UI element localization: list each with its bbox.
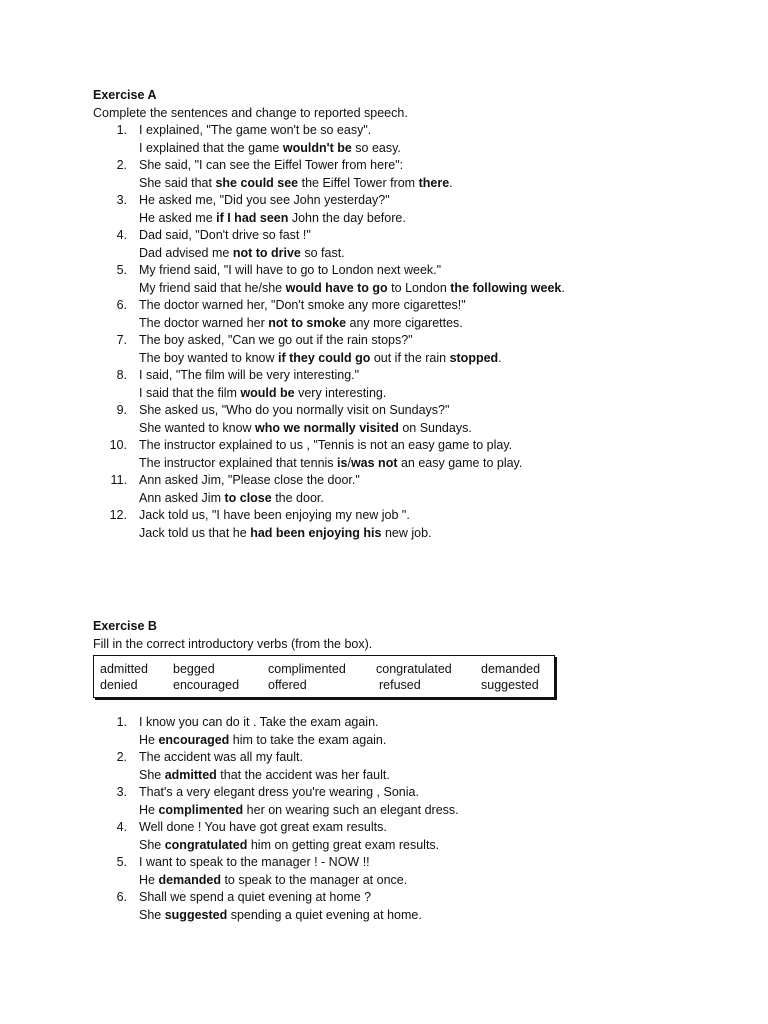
exercise-item [93,262,733,297]
item-answer [139,280,733,298]
exercise-item [93,157,733,192]
answer-text: My friend said that he/she [139,280,286,295]
answer-text: . [449,175,453,190]
item-number: 3. [116,193,127,207]
answer-text: Dad advised me [139,245,233,260]
answer-text: He [139,872,159,887]
answer-text: The doctor warned her [139,315,269,330]
answer-highlight: the following week [450,280,562,295]
item-prompt: She asked us, "Who do you normally visit on Sundays?" [139,403,450,417]
answer-highlight: congratulated [164,837,248,852]
item-answer [139,420,733,438]
answer-text: I explained that the game [139,140,283,155]
item-answer [139,767,733,785]
exercise-a-list [93,122,733,542]
item-number: 12. [109,508,127,522]
item-prompt: The accident was all my fault. [139,750,303,764]
exercise-item [93,784,733,819]
item-number: 11. [110,473,127,487]
item-prompt: Ann asked Jim, "Please close the door." [139,473,360,487]
exercise-item [93,297,733,332]
item-prompt: The boy asked, "Can we go out if the rain stops?" [139,333,413,347]
answer-text: out if the rain [370,350,450,365]
item-prompt: That's a very elegant dress you're wearing , Sonia. [139,785,419,799]
item-prompt: I said, "The film will be very interesting." [139,368,360,382]
answer-text: new job. [381,525,432,540]
item-number: 5. [116,855,127,869]
exercise-item [93,437,733,472]
item-answer [139,732,733,750]
answer-highlight: to close [224,490,272,505]
item-number: 5. [116,263,127,277]
verb-box-word: congratulated [376,662,452,676]
answer-highlight: there [418,175,450,190]
item-prompt: Jack told us, "I have been enjoying my new job ". [139,508,410,522]
item-answer [139,210,733,228]
item-answer [139,455,733,473]
verb-box [93,655,555,698]
item-prompt: I explained, "The game won't be so easy". [139,123,372,137]
answer-highlight: had been enjoying his [250,525,382,540]
exercise-a-section [93,87,733,542]
answer-text: John the day before. [288,210,406,225]
answer-text: Ann asked Jim [139,490,225,505]
answer-text: . [498,350,502,365]
exercise-item [93,749,733,784]
exercise-a-title: Exercise A [93,88,157,102]
item-number: 3. [116,785,127,799]
item-number: 1. [116,715,127,729]
item-prompt: My friend said, "I will have to go to London next week." [139,263,442,277]
item-answer [139,907,733,925]
item-answer [139,315,733,333]
item-prompt: Shall we spend a quiet evening at home ? [139,890,372,904]
answer-highlight: was not [350,455,398,470]
item-number: 6. [116,890,127,904]
answer-highlight: stopped [449,350,499,365]
answer-text: The boy wanted to know [139,350,278,365]
item-answer [139,837,733,855]
exercise-b-section [93,618,733,924]
answer-text: him on getting great exam results. [247,837,440,852]
item-answer [139,872,733,890]
verb-box-word: denied [100,678,138,692]
answer-highlight: if I had seen [216,210,289,225]
spacer [93,704,733,714]
item-prompt: The doctor warned her, "Don't smoke any more cigarettes!" [139,298,466,312]
item-answer [139,802,733,820]
answer-highlight: if they could go [277,350,371,365]
answer-highlight: encouraged [158,732,230,747]
answer-text: spending a quiet evening at home. [227,907,422,922]
answer-highlight: she could see [215,175,299,190]
answer-text: He asked me [139,210,217,225]
item-answer [139,525,733,543]
item-answer [139,140,733,158]
verb-box-word: suggested [481,678,539,692]
exercise-item [93,819,733,854]
exercise-item [93,192,733,227]
item-prompt: Dad said, "Don't drive so fast !" [139,228,311,242]
answer-highlight: demanded [158,872,221,887]
item-prompt: The instructor explained to us , "Tennis is not an easy game to play. [139,438,513,452]
exercise-item [93,332,733,367]
item-number: 4. [116,228,127,242]
answer-text: He [139,802,159,817]
verb-box-word: encouraged [173,678,240,692]
exercise-item [93,227,733,262]
answer-highlight: admitted [164,767,217,782]
verb-box-word: begged [173,662,215,676]
item-answer [139,385,733,403]
exercise-b-title: Exercise B [93,619,157,633]
item-number: 4. [116,820,127,834]
item-prompt: I know you can do it . Take the exam again. [139,715,379,729]
item-number: 2. [116,158,127,172]
item-number: 8. [116,368,127,382]
exercise-item [93,507,733,542]
exercise-b-list [93,714,733,924]
answer-text: She said that [139,175,216,190]
answer-text: so easy. [351,140,401,155]
answer-text: She [139,767,165,782]
answer-text: / [347,455,351,470]
answer-text: to London [387,280,451,295]
answer-highlight: who we normally visited [255,420,399,435]
item-number: 1. [116,123,127,137]
answer-highlight: not to smoke [268,315,347,330]
answer-highlight: not to drive [232,245,301,260]
exercise-item [93,714,733,749]
answer-highlight: wouldn't be [282,140,352,155]
answer-text: an easy game to play. [397,455,523,470]
answer-text: He [139,732,159,747]
answer-text: her on wearing such an elegant dress. [243,802,459,817]
answer-highlight: suggested [164,907,228,922]
answer-text: She [139,837,165,852]
item-answer [139,350,733,368]
exercise-item [93,854,733,889]
answer-text: the Eiffel Tower from [298,175,419,190]
verb-box-word: refused [379,678,421,692]
item-number: 2. [116,750,127,764]
item-prompt: Well done ! You have got great exam results. [139,820,387,834]
verb-box-word: demanded [481,662,541,676]
answer-text: him to take the exam again. [229,732,387,747]
answer-text: the door. [271,490,324,505]
answer-text: very interesting. [294,385,387,400]
answer-highlight: is [337,455,348,470]
exercise-item [93,367,733,402]
exercise-item [93,472,733,507]
exercise-a-instruction: Complete the sentences and change to reported speech. [93,105,408,120]
item-prompt: I want to speak to the manager ! - NOW !! [139,855,370,869]
item-answer [139,245,733,263]
answer-text: that the accident was her fault. [216,767,390,782]
answer-highlight: would have to go [285,280,388,295]
answer-text: . [561,280,565,295]
item-prompt: He asked me, "Did you see John yesterday?" [139,193,390,207]
answer-text: She [139,907,165,922]
answer-text: I said that the film [139,385,241,400]
exercise-item [93,402,733,437]
answer-text: The instructor explained that tennis [139,455,338,470]
item-prompt: She said, "I can see the Eiffel Tower from here": [139,158,404,172]
verb-box-word: complimented [268,662,346,676]
item-number: 7. [116,333,127,347]
answer-text: Jack told us that he [139,525,251,540]
item-answer [139,175,733,193]
exercise-b-instruction: Fill in the correct introductory verbs (from the box). [93,636,373,651]
answer-text: so fast. [300,245,345,260]
answer-text: on Sundays. [398,420,472,435]
answer-highlight: complimented [158,802,244,817]
item-number: 9. [116,403,127,417]
verb-box-word: offered [268,678,307,692]
verb-box-word: admitted [100,662,148,676]
item-answer [139,490,733,508]
answer-text: She wanted to know [139,420,256,435]
answer-text: to speak to the manager at once. [220,872,408,887]
item-number: 10. [109,438,127,452]
exercise-item [93,889,733,924]
answer-highlight: would be [240,385,295,400]
item-number: 6. [116,298,127,312]
answer-text: any more cigarettes. [346,315,463,330]
exercise-item [93,122,733,157]
